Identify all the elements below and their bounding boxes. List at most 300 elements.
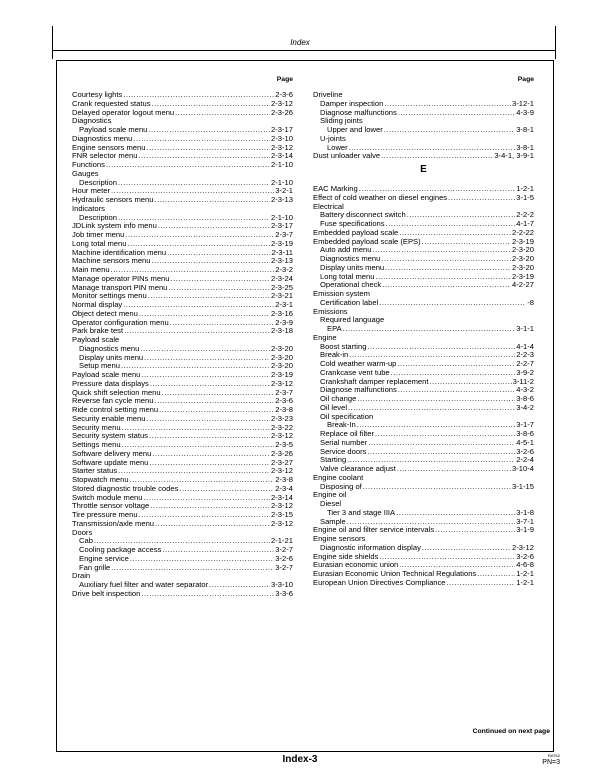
entry-page: 2-3-19: [512, 271, 534, 281]
entry-page: 2-3-12: [271, 142, 293, 152]
entry-page: 2-3-9: [275, 317, 293, 327]
entry-text: Security system status: [72, 431, 148, 441]
entry-page: 4-2-27: [512, 280, 534, 290]
entry-page: 2-3-17: [271, 221, 293, 231]
entry-page: 2-3-19: [271, 238, 293, 248]
entry-page: 2-3-12: [271, 98, 293, 108]
page-number: Index-3: [282, 754, 318, 765]
entry-text: Crankcase vent tube: [320, 367, 390, 377]
entry-text: Cold weather warm-up: [320, 359, 397, 368]
entry-text: Cab: [79, 536, 93, 546]
entry-text: Sample: [320, 516, 346, 526]
index-entry: [72, 152, 293, 161]
entry-text: Lower: [327, 142, 348, 152]
dot-leader: [125, 231, 274, 240]
entry-text: Main menu: [72, 265, 110, 274]
index-entry: [313, 126, 534, 135]
index-heading: Payload scale: [72, 335, 120, 344]
entry-text: Tire pressure menu: [72, 510, 138, 519]
dot-leader: [139, 511, 270, 520]
dot-leader: [130, 555, 274, 564]
index-column-right: [313, 76, 534, 588]
dot-leader: [396, 509, 515, 518]
dot-leader: [152, 257, 271, 266]
entry-text: Courtesy lights: [72, 90, 123, 99]
dot-leader: [168, 284, 270, 293]
index-column-left: [72, 76, 293, 599]
index-heading: Gauges: [72, 168, 99, 178]
entry-text: Break-In: [327, 420, 356, 430]
dot-leader: [209, 581, 270, 590]
entry-text: European Union Directives Compliance: [313, 577, 446, 587]
dot-leader: [170, 319, 275, 328]
dot-leader: [386, 220, 516, 229]
dot-leader: [148, 292, 270, 301]
entry-text: Description: [79, 212, 117, 222]
entry-page: 2-3-27: [271, 457, 293, 467]
entry-page: 2-3-20: [512, 254, 534, 263]
entry-page: 3-4-2: [516, 402, 534, 412]
entry-page: 3-2-7: [275, 545, 293, 554]
index-entry: [313, 483, 534, 492]
entry-page: 2-3-20: [512, 262, 534, 272]
entry-page: 2-2-3: [516, 350, 534, 360]
entry-text: Payload scale menu: [79, 125, 148, 134]
entry-page: 2-3-14: [271, 492, 293, 502]
entry-text: Throttle sensor voltage: [72, 501, 150, 511]
entry-page: 2-3-12: [271, 378, 293, 388]
dot-leader: [429, 378, 511, 387]
entry-text: Hour meter: [72, 186, 110, 196]
entry-page: 2-3-10: [271, 133, 293, 143]
entry-page: 3-8-6: [516, 429, 534, 438]
entry-text: Quick shift selection menu: [72, 387, 161, 397]
dot-leader: [357, 395, 515, 404]
entry-page: 3-1-15: [512, 481, 534, 491]
index-heading: Engine oil: [313, 490, 347, 500]
entry-text: Diagnose malfunctions: [320, 385, 397, 395]
dot-leader: [382, 281, 511, 290]
entry-page: 2-3-26: [271, 448, 293, 458]
dot-leader: [144, 494, 271, 503]
dot-leader: [162, 389, 275, 398]
dot-leader: [167, 249, 270, 258]
entry-page: 2-3-7: [275, 387, 293, 397]
entry-page: 2-3-8: [275, 475, 293, 484]
entry-page: 2-3-23: [271, 413, 293, 423]
dot-leader: [373, 246, 512, 255]
index-entry: [313, 509, 534, 518]
entry-text: Setup menu: [79, 361, 120, 371]
entry-text: Engine sensors menu: [72, 142, 146, 152]
dot-leader: [379, 299, 526, 308]
entry-text: Replace oil filter: [320, 429, 375, 438]
dot-leader: [179, 485, 274, 494]
running-head: Index: [290, 38, 310, 47]
entry-page: 2-3-17: [271, 125, 293, 134]
dot-leader: [343, 325, 516, 334]
entry-text: Starting: [320, 455, 347, 465]
header-rule: [52, 50, 556, 51]
entry-text: Diagnostics menu: [72, 133, 133, 143]
page-column-label: Page: [276, 76, 293, 83]
dot-leader: [154, 196, 270, 205]
entry-page: 2-3-18: [271, 326, 293, 336]
entry-page: 3-8-1: [516, 142, 534, 152]
index-heading: Engine coolant: [313, 472, 364, 482]
entry-page: 2-3-20: [512, 245, 534, 255]
index-entry: [313, 448, 534, 457]
entry-text: Starter status: [72, 466, 118, 476]
entry-text: Fan grille: [79, 562, 111, 572]
entry-text: Certification label: [320, 297, 379, 307]
entry-text: Valve clearance adjust: [320, 464, 396, 473]
entry-text: Pressure data displays: [72, 378, 149, 388]
index-heading: Engine sensors: [313, 534, 366, 543]
entry-page: 3-11-2: [512, 376, 534, 386]
section-letter: E: [420, 164, 427, 175]
entry-page: 3-2-6: [516, 551, 534, 561]
dot-leader: [124, 327, 270, 336]
entry-text: Diagnose malfunctions: [320, 107, 397, 117]
entry-text: Service doors: [320, 446, 367, 456]
index-entry: [313, 152, 534, 161]
index-entry: [313, 579, 534, 588]
entry-text: Machine sensors menu: [72, 256, 151, 266]
dot-leader: [447, 579, 516, 588]
entry-text: Diagnostic information display: [320, 542, 421, 552]
dot-leader: [422, 544, 511, 553]
entry-page: 3-1-9: [516, 525, 534, 535]
entry-page: 4-3-2: [516, 385, 534, 395]
entry-text: Payload scale menu: [72, 370, 141, 379]
dot-leader: [118, 467, 270, 476]
entry-text: Crank requested status: [72, 98, 151, 108]
entry-page: 3-9-2: [516, 367, 534, 377]
entry-text: FNR selector menu: [72, 151, 138, 161]
entry-page: 2-3-12: [271, 501, 293, 511]
entry-text: Effect of cold weather on diesel engines: [313, 192, 448, 202]
index-heading: Sliding joints: [320, 116, 363, 126]
entry-page: 2-3-19: [271, 370, 293, 379]
entry-page: 2-3-25: [271, 282, 293, 292]
entry-text: Engine side shields: [313, 551, 379, 561]
dot-leader: [154, 397, 274, 406]
dot-leader: [367, 343, 515, 352]
entry-text: EPA: [327, 324, 342, 333]
entry-text: Upper and lower: [327, 125, 383, 134]
entry-page: -8: [527, 297, 534, 307]
entry-page: 2-3-6: [275, 396, 293, 406]
entry-page: 3-2-7: [275, 562, 293, 572]
dot-leader: [381, 152, 493, 161]
entry-page: 2-3-7: [275, 230, 293, 239]
entry-text: Eurasian economic union: [313, 560, 399, 570]
entry-text: Settings menu: [72, 440, 121, 449]
entry-text: Transmission/axle menu: [72, 518, 155, 528]
dot-leader: [381, 255, 511, 264]
entry-text: Software delivery menu: [72, 448, 152, 458]
entry-text: Operator configuration menu: [72, 317, 169, 327]
entry-text: Functions: [72, 160, 105, 169]
entry-text: Tier 3 and stage IIIA: [327, 507, 396, 517]
dot-leader: [385, 264, 511, 273]
entry-text: Hydraulic sensors menu: [72, 195, 154, 204]
index-entry: [72, 196, 293, 205]
entry-page: 2-3-11: [271, 247, 293, 257]
dot-leader: [398, 109, 515, 118]
dot-leader: [397, 465, 511, 474]
entry-page: 2-3-12: [512, 542, 534, 552]
dot-leader: [379, 553, 515, 562]
dot-leader: [368, 439, 515, 448]
entry-text: Damper inspection: [320, 98, 384, 108]
entry-text: Job timer menu: [72, 230, 125, 239]
entry-text: Manage operator PINs menu: [72, 273, 170, 283]
index-entry: [72, 590, 293, 599]
dot-leader: [150, 502, 270, 511]
entry-page: 2-1-21: [271, 536, 293, 546]
dot-leader: [159, 406, 274, 415]
index-heading: Emission system: [313, 289, 370, 298]
entry-page: 2-3-21: [271, 291, 293, 301]
doc-id: RAT62: [547, 753, 560, 758]
entry-page: 2-3-5: [275, 440, 293, 449]
dot-leader: [106, 161, 270, 170]
entry-text: Security enable menu: [72, 413, 146, 423]
dot-leader: [140, 345, 270, 354]
entry-page: 2-3-8: [275, 405, 293, 414]
index-entry: [313, 325, 534, 334]
entry-text: Stored diagnostic trouble codes: [72, 483, 179, 493]
entry-text: Park brake test: [72, 326, 124, 336]
pn-label: PN=3: [542, 759, 560, 766]
entry-text: Engine service: [79, 553, 129, 563]
dot-leader: [111, 564, 274, 573]
continued-note: Continued on next page: [472, 728, 550, 735]
entry-text: Machine identification menu: [72, 247, 167, 257]
entry-page: 2-3-1: [275, 300, 293, 309]
entry-page: 3-12-1: [512, 98, 534, 108]
entry-text: Diagnostics menu: [320, 254, 381, 263]
entry-text: Auto add menu: [320, 245, 372, 255]
entry-page: 3-1-8: [516, 507, 534, 517]
entry-text: Ride control setting menu: [72, 405, 159, 414]
index-entry: [72, 520, 293, 529]
entry-page: 3-3-10: [271, 580, 293, 589]
entry-text: JDLink system info menu: [72, 221, 157, 231]
index-heading: Drain: [72, 571, 91, 581]
dot-leader: [152, 450, 270, 459]
entry-page: 3-4-1, 3-9-1: [494, 151, 534, 161]
dot-leader: [133, 135, 270, 144]
entry-text: Object detect menu: [72, 308, 138, 318]
entry-page: 4-6-8: [516, 560, 534, 570]
entry-text: Boost starting: [320, 341, 367, 351]
index-heading: U-joints: [320, 133, 346, 143]
entry-text: Break-in: [320, 350, 349, 360]
entry-text: Description: [79, 177, 117, 187]
entry-page: 2-3-12: [271, 466, 293, 476]
entry-text: Long total menu: [72, 238, 127, 248]
entry-text: Switch module menu: [72, 492, 143, 502]
entry-page: 2-3-2: [275, 265, 293, 274]
entry-text: Drive belt inspection: [72, 588, 141, 598]
index-heading: Doors: [72, 527, 93, 537]
dot-leader: [123, 301, 274, 310]
entry-page: 2-2-22: [512, 227, 534, 237]
index-heading: Diesel: [320, 499, 342, 508]
entry-text: Stopwatch menu: [72, 475, 129, 484]
dot-leader: [357, 421, 516, 430]
entry-page: 2-3-14: [271, 151, 293, 161]
dot-leader: [171, 275, 271, 284]
entry-page: 3-10-4: [512, 464, 534, 473]
entry-page: 3-2-1: [275, 186, 293, 196]
entry-text: Display units menu: [79, 352, 144, 362]
index-entry: [313, 194, 534, 203]
entry-text: Serial number: [320, 437, 368, 447]
entry-text: Manage transport PIN menu: [72, 282, 168, 292]
entry-page: 3-2-6: [516, 446, 534, 456]
entry-page: 2-2-7: [516, 359, 534, 368]
dot-leader: [162, 546, 274, 555]
entry-text: Delayed operator logout menu: [72, 107, 175, 117]
index-entry: [72, 161, 293, 170]
entry-page: 2-3-13: [271, 256, 293, 266]
index-heading: Indicators: [72, 203, 105, 213]
entry-page: 2-3-26: [271, 107, 293, 117]
entry-page: 3-1-1: [516, 324, 534, 333]
entry-page: 4-1-7: [516, 219, 534, 228]
dot-leader: [407, 211, 516, 220]
entry-text: Engine oil and filter service intervals: [313, 525, 435, 535]
dot-leader: [155, 520, 270, 529]
entry-text: Security menu: [72, 422, 121, 432]
dot-leader: [146, 415, 270, 424]
dot-leader: [150, 380, 270, 389]
entry-page: 4-5-1: [516, 437, 534, 447]
dot-leader: [149, 432, 270, 441]
entry-text: Fuse specifications: [320, 219, 385, 228]
dot-leader: [158, 222, 270, 231]
entry-page: 3-1-7: [516, 420, 534, 430]
entry-text: EAC Marking: [313, 184, 358, 193]
entry-text: Diagnostics menu: [79, 343, 140, 353]
dot-leader: [118, 179, 270, 188]
entry-page: 2-3-22: [271, 422, 293, 432]
entry-page: 2-3-6: [275, 90, 293, 99]
entry-text: Cooling package access: [79, 545, 162, 554]
dot-leader: [144, 354, 270, 363]
entry-text: Disposing of: [320, 481, 362, 491]
entry-page: 3-8-1: [516, 125, 534, 134]
dot-leader: [375, 430, 515, 439]
index-heading: Electrical: [313, 201, 344, 211]
entry-page: 3-8-6: [516, 394, 534, 403]
entry-page: 3-1-5: [516, 192, 534, 202]
dot-leader: [398, 386, 515, 395]
entry-text: Reverse fan cycle menu: [72, 396, 154, 406]
entry-page: 2-1-10: [271, 177, 293, 187]
entry-page: 3-3-6: [275, 588, 293, 598]
dot-leader: [141, 590, 274, 599]
entry-page: 2-2-4: [516, 455, 534, 465]
entry-page: 3-2-6: [275, 553, 293, 563]
dot-leader: [121, 362, 270, 371]
entry-text: Monitor settings menu: [72, 291, 147, 301]
entry-page: 2-3-4: [275, 483, 293, 493]
dot-leader: [477, 570, 515, 579]
entry-page: 2-3-12: [271, 518, 293, 528]
dot-leader: [149, 459, 270, 468]
entry-text: Long total menu: [320, 271, 375, 281]
entry-text: Dust unloader valve: [313, 151, 381, 161]
entry-text: Oil change: [320, 394, 357, 403]
entry-page: 2-2-2: [516, 210, 534, 220]
dot-leader: [348, 404, 515, 413]
dot-leader: [175, 109, 270, 118]
dot-leader: [141, 371, 270, 380]
index-entry: [72, 564, 293, 573]
dot-leader: [448, 194, 515, 203]
index-heading: Required language: [320, 315, 385, 325]
dot-leader: [384, 126, 516, 135]
index-heading: Emissions: [313, 306, 348, 316]
entry-text: Crankshaft damper replacement: [320, 376, 429, 386]
entry-page: 3-7-1: [516, 516, 534, 526]
entry-page: 2-3-13: [271, 195, 293, 204]
entry-page: 1-2-1: [516, 569, 534, 578]
entry-page: 2-3-15: [271, 510, 293, 519]
entry-page: 2-3-16: [271, 308, 293, 318]
dot-leader: [435, 526, 515, 535]
dot-leader: [363, 483, 511, 492]
page-column-label: Page: [517, 76, 534, 83]
entry-page: 1-2-1: [516, 184, 534, 193]
dot-leader: [375, 273, 511, 282]
index-heading: Driveline: [313, 90, 343, 99]
entry-text: Operational check: [320, 280, 382, 290]
dot-leader: [384, 100, 511, 109]
dot-leader: [367, 448, 515, 457]
index-heading: Engine: [313, 332, 337, 342]
entry-page: 1-2-1: [516, 577, 534, 587]
entry-page: 2-3-19: [512, 236, 534, 246]
entry-page: 4-1-4: [516, 341, 534, 351]
entry-text: Software update menu: [72, 457, 149, 467]
entry-page: 2-3-20: [271, 343, 293, 353]
dot-leader: [397, 360, 515, 369]
entry-text: Oil level: [320, 402, 348, 412]
entry-text: Embedded payload scale (EPS): [313, 236, 421, 246]
entry-text: Battery disconnect switch: [320, 210, 406, 220]
dot-leader: [422, 238, 511, 247]
index-heading: Oil specification: [320, 411, 374, 421]
entry-page: 2-3-20: [271, 352, 293, 362]
dot-leader: [146, 144, 270, 153]
entry-text: Normal display: [72, 300, 123, 309]
index-heading: Diagnostics: [72, 116, 112, 126]
entry-text: Embedded payload scale: [313, 227, 399, 237]
entry-page: 2-3-24: [271, 273, 293, 283]
dot-leader: [148, 126, 270, 135]
entry-page: 2-1-10: [271, 160, 293, 169]
entry-text: Auxiliary fuel filter and water separator: [79, 580, 209, 589]
entry-text: Eurasian Economic Union Technical Regulations: [313, 569, 477, 578]
entry-page: 4-3-9: [516, 107, 534, 117]
dot-leader: [138, 152, 270, 161]
